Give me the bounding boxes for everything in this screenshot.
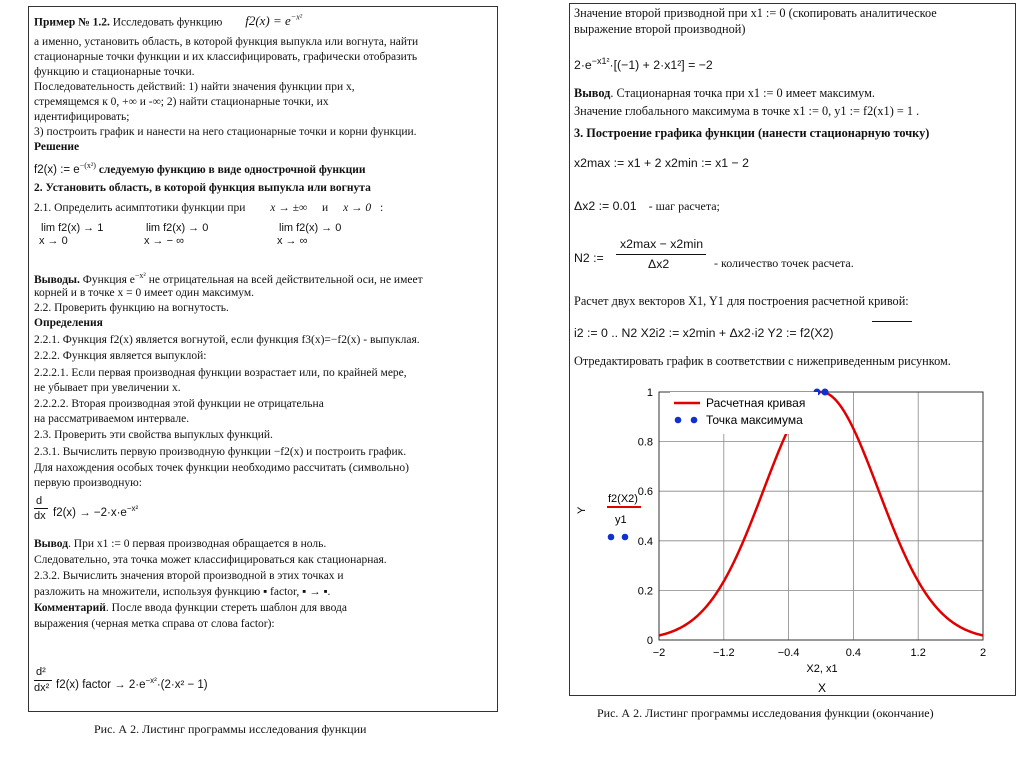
asymptotics-line: 2.1. Определить асимптотики функции при x → ±∞ и x → 0 : bbox=[34, 202, 384, 214]
chart-legend bbox=[670, 392, 818, 434]
legend-label-curve: Расчетная кривая bbox=[706, 396, 806, 410]
fraction-bar bbox=[616, 254, 706, 255]
text-line: корней и в точке x = 0 имеет один максимум. bbox=[34, 287, 255, 299]
x-tick-label: 1.2 bbox=[910, 647, 926, 659]
x-tick-label: −1.2 bbox=[712, 647, 735, 659]
text-line: на рассматриваемом интервале. bbox=[34, 413, 190, 425]
legend-dot-swatch bbox=[675, 417, 682, 424]
text-line: функцию и стационарные точки. bbox=[34, 66, 195, 78]
y-tick-label: 0.8 bbox=[637, 436, 653, 449]
y-tick-label: 0.2 bbox=[637, 585, 653, 598]
text-line: - количество точек расчета. bbox=[714, 256, 854, 270]
n2-numerator: x2max − x2min bbox=[620, 237, 704, 251]
text-line: 2.2.2. Функция является выпуклой: bbox=[34, 350, 207, 362]
text-line: Следовательно, эта точка может классифицироваться как стационарная. bbox=[34, 554, 387, 566]
y-legend-bottom: y1 bbox=[615, 514, 627, 526]
text-line: разложить на множители, используя функцию ▪ factor, ▪ → ▪. bbox=[34, 586, 331, 598]
conclusion-line-2: Вывод. При x1 := 0 первая производная обращается в ноль. bbox=[34, 538, 327, 550]
function-chart bbox=[570, 376, 1017, 696]
limit-1-bottom: x → 0 bbox=[39, 235, 68, 247]
function-definition: $f2(x) = e^{-x^2}$ bbox=[245, 13, 303, 29]
text-line: идентифицировать; bbox=[34, 111, 130, 123]
text-line: 2.3.1. Вычислить первую производную функции −f2(x) и построить график. bbox=[34, 446, 407, 458]
x-tick-label: 0.4 bbox=[845, 647, 862, 659]
section-heading-2: 2. Установить область, в которой функция выпукла или вогнута bbox=[34, 182, 371, 194]
y-tick-label: 0 bbox=[646, 635, 653, 647]
function-definition-line: f2(x) := $e^{-(x^2)}$ следуемую функцию в виде однострочной функции bbox=[34, 161, 366, 176]
second-derivative-expr: f2(x) factor → $2\cdot e^{-x^2}\cdot(2\cdot x^2 - 1)$ bbox=[56, 676, 208, 691]
x-tick-label: −0.4 bbox=[777, 647, 800, 659]
range-definitions: x2max := x1 + 2 x2min := x1 − 2 bbox=[574, 156, 749, 170]
text-line: 3) построить график и нанести на него стационарные точки и корни функции. bbox=[34, 126, 417, 138]
text-line: не убывает при увеличении x. bbox=[34, 382, 181, 394]
right-listing-panel bbox=[569, 3, 1016, 696]
y-legend-dot bbox=[608, 534, 615, 541]
text-line: Последовательность действий: 1) найти значения функции при x, bbox=[34, 81, 355, 93]
n2-denominator: Δx2 bbox=[648, 257, 670, 271]
text-line: Расчет двух векторов X1, Y1 для построения расчетной кривой: bbox=[574, 294, 909, 308]
second-derivative-dx2: dx² bbox=[34, 682, 50, 694]
conclusion-line-3: Вывод. Стационарная точка при x1 := 0 имеет максимум. bbox=[574, 86, 875, 100]
limit-2-bottom: x → − ∞ bbox=[144, 235, 184, 247]
text-line: стремящемся к 0, +∞ и -∞; 2) найти стационарные точки, их bbox=[34, 96, 329, 108]
text-line: 2.2.2.1. Если первая производная функции возрастает или, по крайней мере, bbox=[34, 367, 407, 379]
y-tick-label: 0.4 bbox=[637, 535, 653, 548]
first-derivative-expr: $f2(x) \to -2\cdot x\cdot e^{-x^2}$ bbox=[53, 504, 139, 519]
y-legend-dot bbox=[622, 534, 629, 541]
derivative-d: d bbox=[36, 495, 43, 507]
comment-line: Комментарий. После ввода функции стереть шаблон для ввода bbox=[34, 602, 348, 614]
text-line: стационарные точки функции и их классифицировать, графически отобразить bbox=[34, 51, 418, 63]
text-line: 2.2.1. Функция f2(x) является вогнутой, если функция f3(x)=−f2(x) - выпуклая. bbox=[34, 334, 420, 346]
text-line: 2.2. Проверить функцию на вогнутость. bbox=[34, 302, 229, 314]
vector-definitions: i2 := 0 .. N2 X2i2 := x2min + Δx2·i2 Y2 := f2(X2) bbox=[574, 326, 834, 340]
left-listing-panel bbox=[28, 6, 498, 712]
text-line: 2.3.2. Вычислить значения второй производной в этих точках и bbox=[34, 570, 344, 582]
conclusion-line: Выводы. Функция $e^{-x^2}$ не отрицательная на всей действительной оси, не имеет bbox=[34, 271, 423, 286]
step-definition: Δx2 := 0.01 - шаг расчета; bbox=[574, 199, 720, 213]
legend-dot-swatch bbox=[691, 417, 698, 424]
text-line: первую производную: bbox=[34, 477, 142, 489]
x-tick-label: 2 bbox=[979, 647, 987, 659]
left-figure-caption: Рис. А 2. Листинг программы исследования функции bbox=[94, 722, 367, 736]
limit-2-top: lim f2(x) → 0 bbox=[146, 222, 209, 234]
text-line: выражение второй производной) bbox=[574, 22, 746, 36]
text-line: 2.3. Проверить эти свойства выпуклых функций. bbox=[34, 429, 273, 441]
limit-3-top: lim f2(x) → 0 bbox=[279, 222, 342, 234]
text-line: Значение глобального максимума в точке x1 := 0, y1 := f2(x1) = 1 . bbox=[574, 104, 920, 118]
x-axis-label: X2, x1 bbox=[806, 663, 838, 675]
y-axis-label: Y bbox=[576, 506, 588, 514]
right-figure-caption: Рис. А 2. Листинг программы исследования функции (окончание) bbox=[597, 706, 934, 720]
text-line: Для нахождения особых точек функции необходимо рассчитать (символьно) bbox=[34, 462, 409, 474]
y-tick-label: 0.6 bbox=[637, 486, 653, 499]
text-line: Значение второй призводной при x1 := 0 (скопировать аналитическое bbox=[574, 6, 937, 20]
y-legend-top: f2(X2) bbox=[608, 493, 638, 505]
text-line: 2.2.2.2. Вторая производная этой функции не отрицательна bbox=[34, 398, 324, 410]
solution-heading: Решение bbox=[34, 141, 80, 153]
maximum-point bbox=[822, 389, 829, 396]
definitions-heading: Определения bbox=[34, 317, 103, 329]
text-line: а именно, установить область, в которой функция выпукла или вогнута, найти bbox=[34, 36, 419, 48]
y-tick-label: 1 bbox=[646, 387, 653, 399]
text-line: выражения (черная метка справа от слова factor): bbox=[34, 618, 275, 630]
n2-label: N2 := bbox=[574, 251, 604, 265]
text-line: Отредактировать график в соответствии с нижеприведенным рисунком. bbox=[574, 354, 951, 368]
section-heading-3: 3. Построение графика функции (нанести стационарную точку) bbox=[574, 126, 930, 140]
second-derivative-d2: d² bbox=[36, 666, 46, 678]
second-derivative-value: $2\cdot e^{-x1^2}\cdot[(-1) + 2\cdot x1^2] = -2$ bbox=[574, 56, 713, 73]
x-axis-label-2: X bbox=[817, 681, 827, 695]
x-tick-label: −2 bbox=[652, 647, 666, 659]
derivative-dx: dx bbox=[34, 510, 46, 522]
legend-label-maximum: Точка максимума bbox=[706, 413, 803, 427]
example-heading: Пример № 1.2. Исследовать функцию $f2(x) = e^{-x^2}$ bbox=[34, 13, 303, 29]
limit-1-top: lim f2(x) → 1 bbox=[41, 222, 104, 234]
vectorize-arrow bbox=[872, 321, 912, 322]
limit-3-bottom: x → ∞ bbox=[277, 235, 308, 247]
